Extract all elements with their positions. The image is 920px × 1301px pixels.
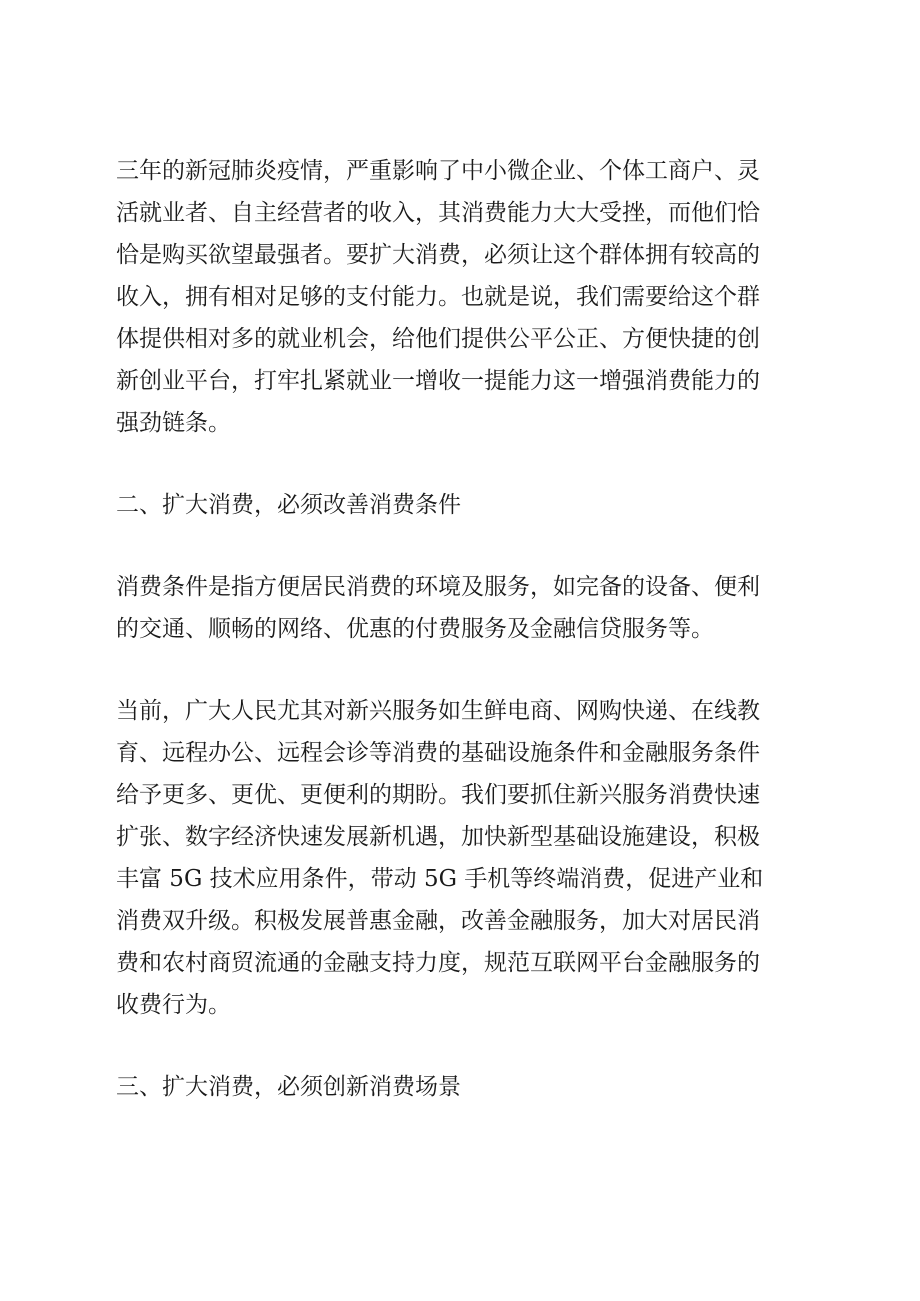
text-line: 活就业者、自主经营者的收入，其消费能力大大受挫，而他们恰 [116,200,760,226]
heading-text: 三、扩大消费，必须创新消费场景 [116,1074,461,1100]
text-line: 费和农村商贸流通的金融支持力度，规范互联网平台金融服务的 [116,950,760,976]
text-line: 给予更多、更优、更便利的期盼。我们要抓住新兴服务消费快速 [116,782,760,808]
text-line: 新创业平台，打牢扎紧就业一增收一提能力这一增强消费能力的 [116,368,760,394]
paragraph-new-services [116,690,804,1026]
paragraph-pandemic-impact [116,150,804,444]
text-line: 的交通、顺畅的网络、优惠的付费服务及金融信贷服务等。 [116,616,714,642]
text-line: 育、远程办公、远程会诊等消费的基础设施条件和金融服务条件 [116,740,760,766]
text-line: 恰是购买欲望最强者。要扩大消费，必须让这个群体拥有较高的 [116,242,760,268]
text-line: 体提供相对多的就业机会，给他们提供公平公正、方便快捷的创 [116,326,760,352]
text-line: 消费条件是指方便居民消费的环境及服务，如完备的设备、便利 [116,574,760,600]
text-line: 收费行为。 [116,992,231,1018]
text-line: 三年的新冠肺炎疫情，严重影响了中小微企业、个体工商户、灵 [116,158,760,184]
text-line: 消费双升级。积极发展普惠金融，改善金融服务，加大对居民消 [116,908,760,934]
paragraph-consumption-conditions [116,566,804,650]
section-heading-2 [116,484,804,526]
text-line: 强劲链条。 [116,410,231,436]
document-body [116,150,804,1148]
heading-text: 二、扩大消费，必须改善消费条件 [116,492,461,518]
section-heading-3 [116,1066,804,1108]
text-line: 收入，拥有相对足够的支付能力。也就是说，我们需要给这个群 [116,284,760,310]
text-line: 扩张、数字经济快速发展新机遇，加快新型基础设施建设，积极 [116,824,760,850]
text-line: 当前，广大人民尤其对新兴服务如生鲜电商、网购快递、在线教 [116,698,760,724]
text-line: 丰富 5G 技术应用条件，带动 5G 手机等终端消费，促进产业和 [116,866,764,892]
